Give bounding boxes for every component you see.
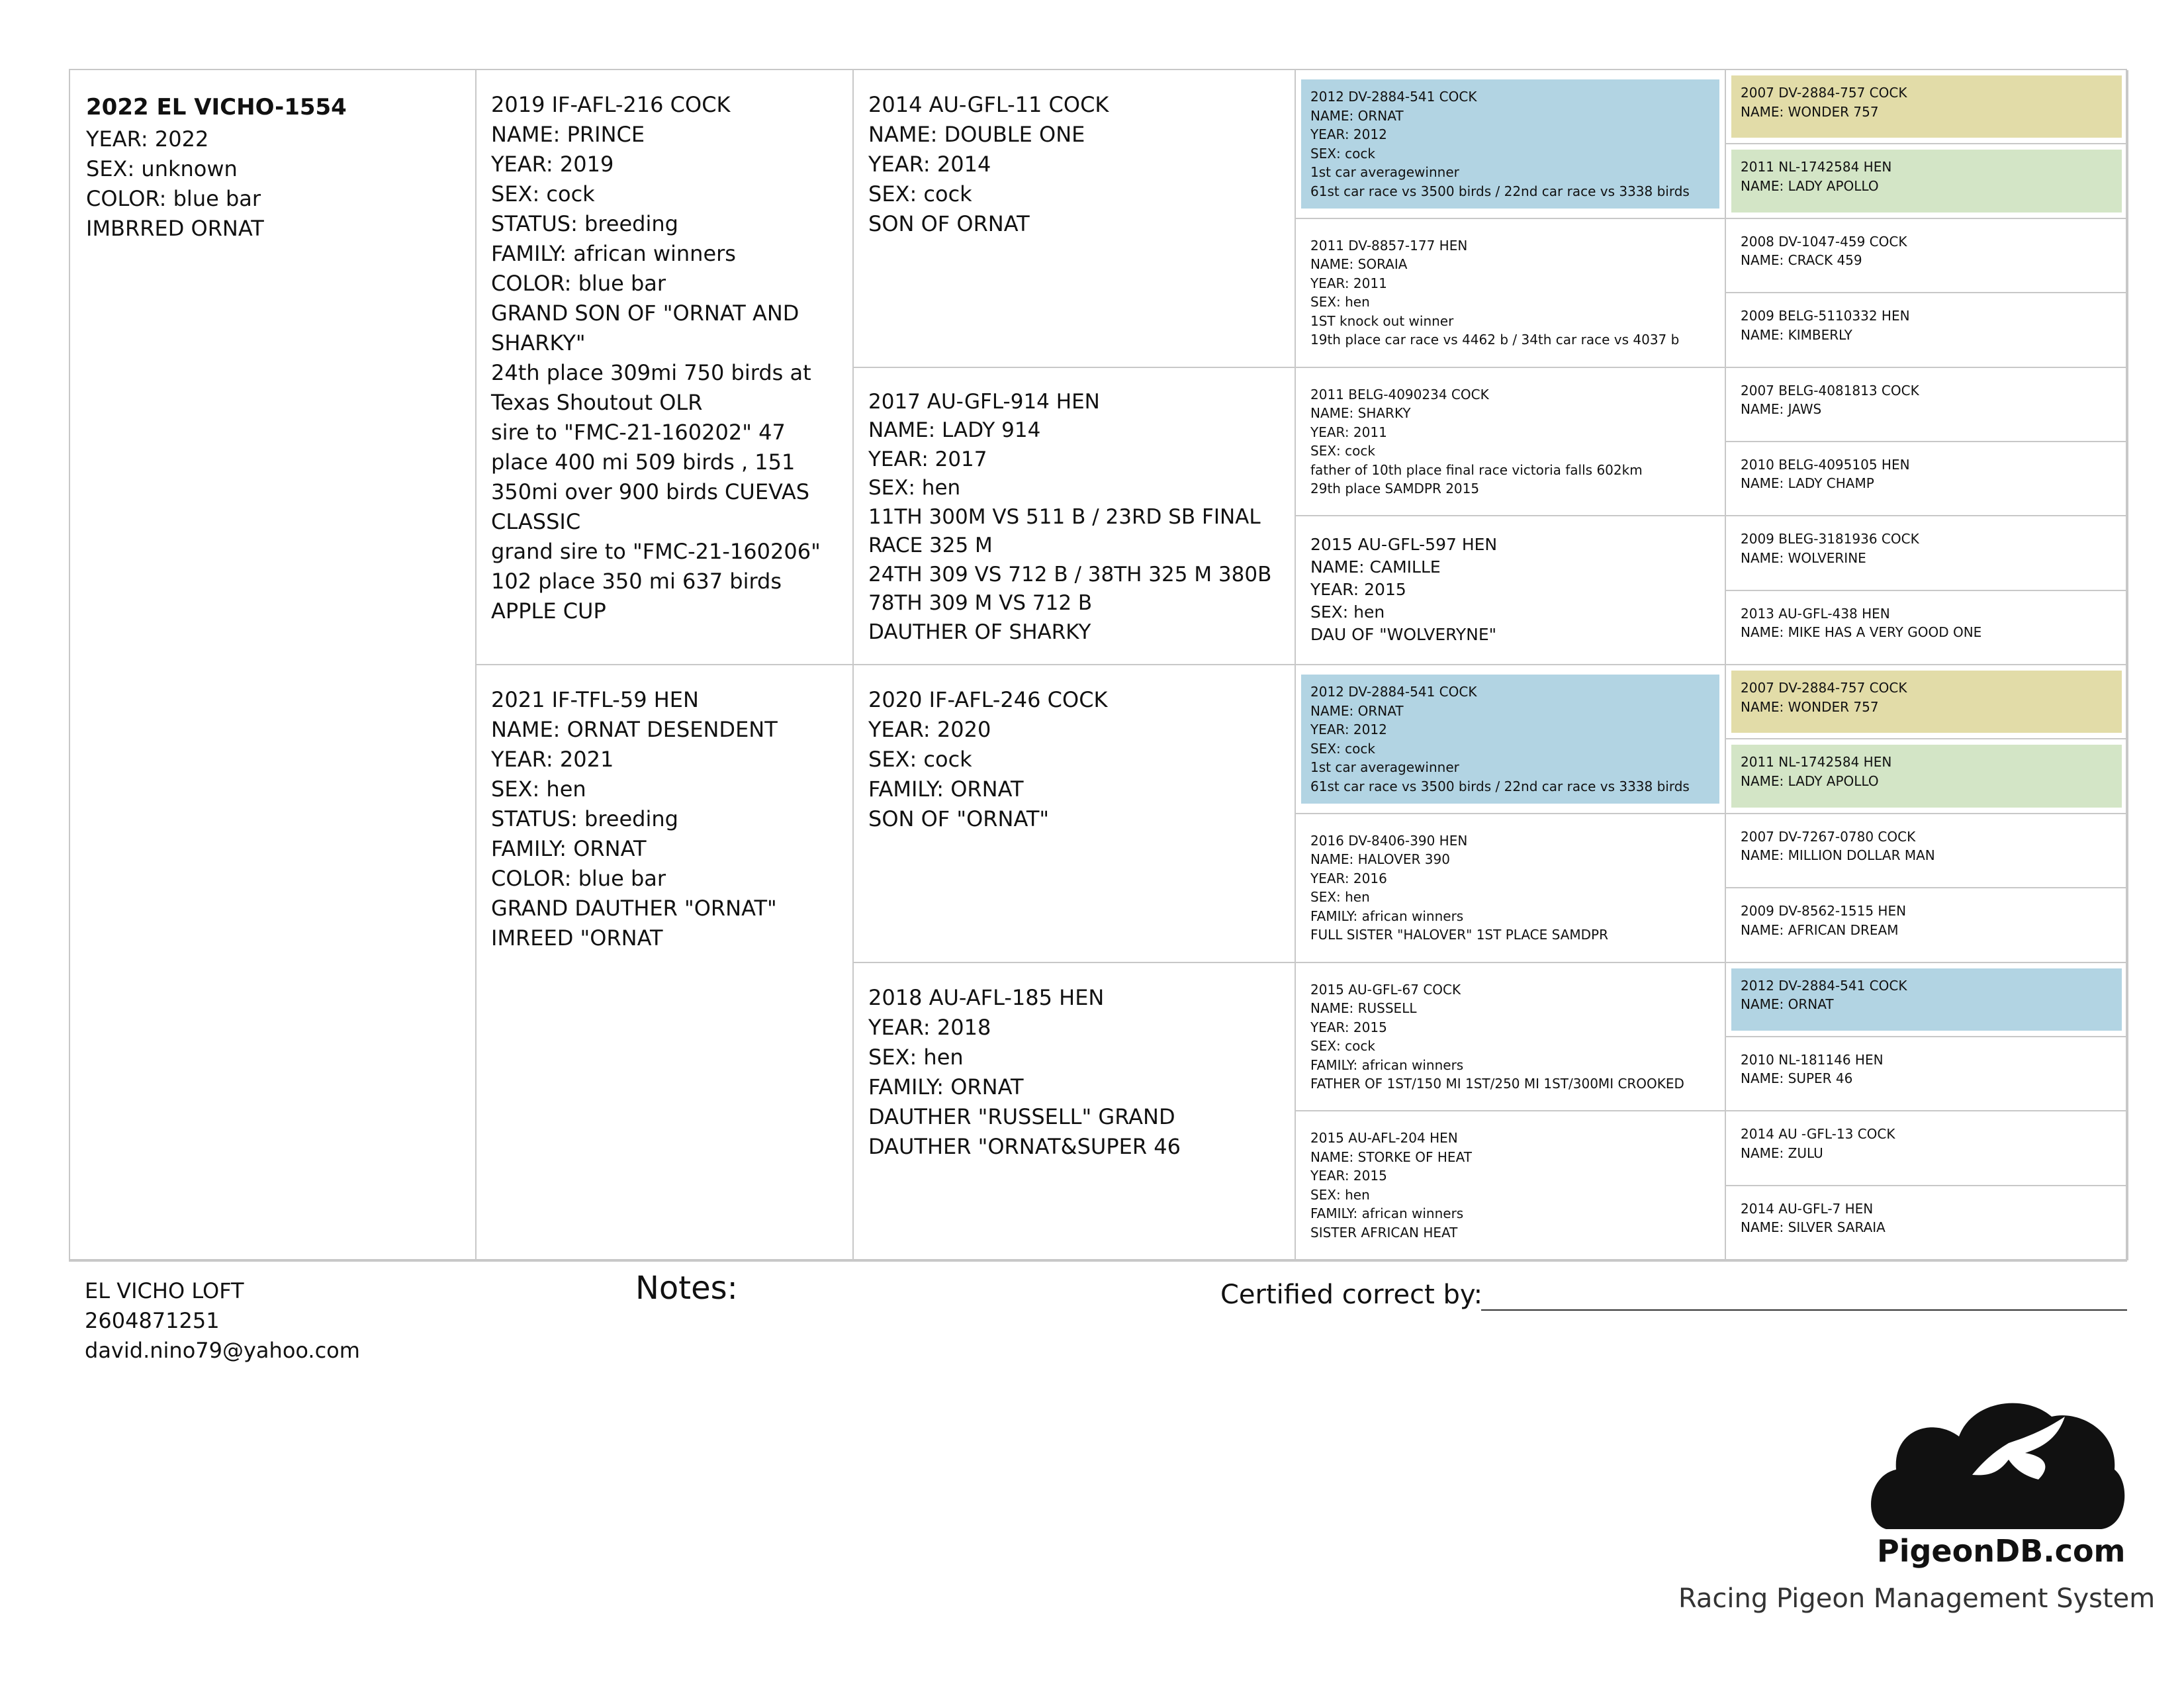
gen4-line: FAMILY: african winners: [1310, 908, 1464, 924]
gen3-line: FAMILY: ORNAT: [868, 1074, 1024, 1100]
sire-line: NAME: PRINCE: [491, 122, 645, 147]
gen3-line: 2018 AU-AFL-185 HEN: [868, 984, 1105, 1010]
gen3-line: 2014 AU-GFL-11 COCK: [868, 92, 1109, 117]
subject-line: SEX: unknown: [86, 156, 238, 181]
sire-line: 24th place 309mi 750 birds at Texas Shoutout OLR: [491, 360, 818, 415]
gen5-line: 2009 BLEG-3181936 COCK: [1741, 531, 1919, 547]
gen4-line: 1st car averagewinner: [1310, 759, 1459, 775]
gen4-line: NAME: RUSSELL: [1310, 1000, 1417, 1016]
gen5-box: [1731, 745, 2122, 807]
gen3-cell: [854, 368, 1296, 666]
gen4-line: NAME: STORKE OF HEAT: [1310, 1149, 1472, 1165]
gen4-box: [1301, 228, 1719, 357]
gen5-cell: [1726, 1037, 2128, 1111]
gen4-line: 2012 DV-2884-541 COCK: [1310, 684, 1477, 700]
gen5-line: NAME: KIMBERLY: [1741, 326, 1852, 343]
gen4-line: 1ST knock out winner: [1310, 312, 1454, 329]
gen5-line: NAME: ORNAT: [1741, 996, 1834, 1012]
gen4-line: YEAR: 2016: [1310, 870, 1387, 886]
sire-line: STATUS: breeding: [491, 211, 678, 236]
gen5-cell: [1726, 516, 2128, 590]
loft-email: david.nino79@yahoo.com: [85, 1338, 360, 1363]
gen3-cell: [854, 70, 1296, 368]
gen4-line: DAU OF "WOLVERYNE": [1310, 625, 1497, 645]
gen3-cell: [854, 665, 1296, 963]
gen4-cell: [1296, 368, 1726, 517]
gen5-line: 2007 DV-7267-0780 COCK: [1741, 828, 1916, 845]
gen4-cell: [1296, 665, 1726, 814]
gen3-line: NAME: LADY 914: [868, 418, 1041, 442]
dam-line: SEX: hen: [491, 776, 586, 802]
gen4-line: YEAR: 2015: [1310, 1168, 1387, 1184]
dam-line: NAME: ORNAT DESENDENT: [491, 717, 778, 742]
pedigree-grid: [69, 69, 2127, 1262]
gen4-cell: [1296, 963, 1726, 1112]
gen4-box: [1301, 79, 1719, 209]
gen5-line: 2014 AU-GFL-7 HEN: [1741, 1200, 1874, 1217]
loft-name: EL VICHO LOFT: [85, 1278, 244, 1303]
gen4-line: FAMILY: african winners: [1310, 1205, 1464, 1222]
dam-cell: [477, 665, 854, 1260]
gen4-line: YEAR: 2011: [1310, 424, 1387, 440]
loft-phone: 2604871251: [85, 1308, 220, 1333]
gen5-line: 2007 DV-2884-757 COCK: [1741, 680, 1907, 696]
gen4-cell: [1296, 1111, 1726, 1260]
gen4-line: 2016 DV-8406-390 HEN: [1310, 832, 1468, 849]
gen5-box: [1731, 968, 2122, 1031]
gen3-line: YEAR: 2020: [868, 717, 991, 742]
gen4-line: SEX: hen: [1310, 889, 1370, 906]
gen5-cell: [1726, 70, 2128, 144]
gen3-line: SON OF ORNAT: [868, 211, 1030, 236]
gen4-box: [1301, 823, 1719, 953]
sire-line: GRAND SON OF "ORNAT AND SHARKY": [491, 301, 806, 355]
gen5-line: NAME: CRACK 459: [1741, 252, 1862, 269]
brand-tagline: Racing Pigeon Management System: [1678, 1583, 2156, 1614]
gen4-line: YEAR: 2015: [1310, 580, 1406, 600]
sire-line: sire to "FMC-21-160202" 47 place 400 mi 509 birds , 151 350mi over 900 birds CUEVAS CLASSIC: [491, 420, 817, 534]
sire-line: SEX: cock: [491, 181, 595, 207]
gen5-cell: [1726, 888, 2128, 962]
gen5-line: 2009 DV-8562-1515 HEN: [1741, 903, 1907, 919]
gen3-line: YEAR: 2017: [868, 447, 987, 471]
gen5-line: NAME: LADY APOLLO: [1741, 773, 1879, 789]
gen5-line: NAME: SUPER 46: [1741, 1070, 1853, 1087]
gen4-line: SEX: cock: [1310, 1038, 1375, 1054]
dam-line: GRAND DAUTHER "ORNAT": [491, 896, 777, 921]
gen5-line: 2011 NL-1742584 HEN: [1741, 159, 1892, 175]
gen4-line: SEX: cock: [1310, 443, 1375, 459]
gen4-line: YEAR: 2012: [1310, 126, 1387, 142]
gen4-line: NAME: ORNAT: [1310, 107, 1404, 124]
gen5-cell: [1726, 591, 2128, 665]
gen3-line: SON OF "ORNAT": [868, 806, 1050, 831]
gen5-box: [1731, 150, 2122, 212]
gen5-cell: [1726, 963, 2128, 1037]
sire-line: YEAR: 2019: [491, 152, 614, 177]
gen4-box: [1301, 377, 1719, 506]
gen5-box: [1731, 596, 2122, 659]
gen3-line: SEX: cock: [868, 747, 972, 772]
gen4-line: 2011 BELG-4090234 COCK: [1310, 386, 1489, 402]
gen3-line: 78TH 309 M VS 712 B: [868, 591, 1093, 615]
gen5-line: 2013 AU-GFL-438 HEN: [1741, 605, 1890, 622]
gen4-line: 2015 AU-AFL-204 HEN: [1310, 1130, 1458, 1147]
gen5-line: NAME: LADY CHAMP: [1741, 475, 1874, 492]
loft-contact: [85, 1276, 360, 1366]
gen5-line: 2008 DV-1047-459 COCK: [1741, 233, 1907, 250]
gen4-line: SEX: hen: [1310, 294, 1370, 310]
gen5-cell: [1726, 739, 2128, 814]
gen4-cell: [1296, 516, 1726, 665]
gen3-line: YEAR: 2014: [868, 152, 991, 177]
dam-line: YEAR: 2021: [491, 747, 614, 772]
gen5-line: 2010 NL-181146 HEN: [1741, 1051, 1884, 1068]
gen3-line: 24TH 309 VS 712 B / 38TH 325 M 380B: [868, 562, 1272, 586]
sire-line: grand sire to "FMC-21-160206" 102 place 350 mi 637 birds APPLE CUP: [491, 539, 827, 624]
subject-title: 2022 EL VICHO-1554: [86, 94, 347, 120]
pigeondb-logo-icon: [1866, 1390, 2131, 1539]
gen5-line: NAME: WONDER 757: [1741, 698, 1879, 715]
gen4-cell: [1296, 814, 1726, 963]
gen4-line: 2015 AU-GFL-597 HEN: [1310, 535, 1498, 555]
gen3-line: 2020 IF-AFL-246 COCK: [868, 687, 1108, 712]
gen4-box: [1301, 526, 1719, 655]
gen4-line: 2012 DV-2884-541 COCK: [1310, 89, 1477, 105]
gen5-cell: [1726, 814, 2128, 888]
gen3-line: YEAR: 2018: [868, 1014, 991, 1040]
gen5-line: 2012 DV-2884-541 COCK: [1741, 977, 1907, 994]
gen5-cell: [1726, 442, 2128, 516]
gen5-line: NAME: ZULU: [1741, 1145, 1823, 1161]
gen3-line: SEX: hen: [868, 1044, 964, 1070]
gen5-line: NAME: WOLVERINE: [1741, 549, 1866, 566]
gen5-line: 2007 BELG-4081813 COCK: [1741, 382, 1919, 399]
gen4-line: NAME: CAMILLE: [1310, 557, 1441, 577]
gen3-line: NAME: DOUBLE ONE: [868, 122, 1085, 147]
gen5-box: [1731, 299, 2122, 361]
gen5-cell: [1726, 665, 2128, 739]
gen5-cell: [1726, 293, 2128, 367]
dam-line: STATUS: breeding: [491, 806, 678, 831]
gen5-line: NAME: JAWS: [1741, 401, 1822, 417]
dam-line: IMREED "ORNAT: [491, 925, 663, 951]
sire-line: 2019 IF-AFL-216 COCK: [491, 92, 731, 117]
gen4-line: 61st car race vs 3500 birds / 22nd car race vs 3338 birds: [1310, 183, 1690, 199]
gen5-line: 2014 AU -GFL-13 COCK: [1741, 1126, 1895, 1143]
notes-label: Notes:: [635, 1270, 738, 1307]
sire-line: COLOR: blue bar: [491, 271, 666, 296]
dam-line: 2021 IF-TFL-59 HEN: [491, 687, 699, 712]
gen5-line: 2010 BELG-4095105 HEN: [1741, 456, 1910, 473]
sire-line: FAMILY: african winners: [491, 241, 736, 266]
gen5-line: NAME: WONDER 757: [1741, 103, 1879, 120]
signature-line: [1481, 1309, 2127, 1311]
gen5-line: 2011 NL-1742584 HEN: [1741, 754, 1892, 771]
gen5-cell: [1726, 219, 2128, 293]
gen5-box: [1731, 1192, 2122, 1254]
subject-bird: [70, 70, 477, 1260]
certified-label: Certified correct by:: [1220, 1280, 1483, 1310]
gen4-box: [1301, 675, 1719, 804]
gen4-line: FAMILY: african winners: [1310, 1056, 1464, 1073]
gen5-cell: [1726, 368, 2128, 442]
dam-line: FAMILY: ORNAT: [491, 836, 647, 861]
gen5-box: [1731, 1117, 2122, 1179]
gen3-cell: [854, 963, 1296, 1261]
gen4-line: SEX: cock: [1310, 740, 1375, 757]
gen4-line: 1st car averagewinner: [1310, 164, 1459, 180]
gen4-line: SEX: cock: [1310, 145, 1375, 162]
gen5-cell: [1726, 144, 2128, 218]
sire-cell: [477, 70, 854, 665]
dam-line: COLOR: blue bar: [491, 866, 666, 891]
gen4-line: SISTER AFRICAN HEAT: [1310, 1224, 1458, 1241]
gen4-line: 2011 DV-8857-177 HEN: [1310, 237, 1468, 254]
gen4-line: SEX: hen: [1310, 602, 1385, 622]
gen3-line: SEX: hen: [868, 476, 961, 500]
gen4-line: NAME: SORAIA: [1310, 256, 1408, 273]
subject-line: COLOR: blue bar: [86, 186, 261, 211]
gen5-box: [1731, 447, 2122, 510]
gen5-line: 2009 BELG-5110332 HEN: [1741, 308, 1910, 324]
gen5-line: NAME: SILVER SARAIA: [1741, 1219, 1886, 1236]
gen5-box: [1731, 894, 2122, 956]
gen3-line: SEX: cock: [868, 181, 972, 207]
gen3-line: 11TH 300M VS 511 B / 23RD SB FINAL RACE 325 M: [868, 504, 1267, 557]
gen4-box: [1301, 972, 1719, 1102]
gen5-cell: [1726, 1186, 2128, 1260]
gen5-line: NAME: MILLION DOLLAR MAN: [1741, 847, 1935, 864]
gen3-line: FAMILY: ORNAT: [868, 776, 1024, 802]
gen4-line: 2015 AU-GFL-67 COCK: [1310, 981, 1461, 998]
gen4-line: YEAR: 2015: [1310, 1019, 1387, 1035]
gen4-box: [1301, 1121, 1719, 1250]
gen5-box: [1731, 75, 2122, 138]
gen5-box: [1731, 820, 2122, 882]
gen5-line: NAME: AFRICAN DREAM: [1741, 921, 1899, 938]
gen4-line: YEAR: 2011: [1310, 275, 1387, 291]
gen4-cell: [1296, 70, 1726, 219]
brand-name: PigeonDB.com: [1877, 1533, 2126, 1569]
subject-line: IMBRRED ORNAT: [86, 216, 264, 241]
gen4-line: SEX: hen: [1310, 1186, 1370, 1203]
gen4-line: 61st car race vs 3500 birds / 22nd car race vs 3338 birds: [1310, 778, 1690, 794]
gen4-line: 29th place SAMDPR 2015: [1310, 481, 1480, 496]
gen4-line: FATHER OF 1ST/150 MI 1ST/250 MI 1ST/300MI CROOKED: [1310, 1076, 1684, 1092]
gen5-box: [1731, 522, 2122, 584]
gen4-line: YEAR: 2012: [1310, 722, 1387, 737]
gen3-line: 2017 AU-GFL-914 HEN: [868, 389, 1100, 414]
gen5-line: NAME: LADY APOLLO: [1741, 177, 1879, 194]
gen3-line: DAUTHER OF SHARKY: [868, 620, 1091, 644]
gen5-line: NAME: MIKE HAS A VERY GOOD ONE: [1741, 624, 1982, 641]
gen4-cell: [1296, 219, 1726, 368]
gen5-box: [1731, 373, 2122, 436]
gen4-line: NAME: ORNAT: [1310, 702, 1404, 719]
gen5-box: [1731, 671, 2122, 733]
gen4-line: 19th place car race vs 4462 b / 34th car race vs 4037 b: [1310, 332, 1680, 348]
gen4-line: FULL SISTER "HALOVER" 1ST PLACE SAMDPR: [1310, 927, 1608, 943]
gen5-line: 2007 DV-2884-757 COCK: [1741, 85, 1907, 101]
subject-line: YEAR: 2022: [86, 126, 209, 152]
gen5-box: [1731, 1043, 2122, 1105]
gen4-line: father of 10th place final race victoria falls 602km: [1310, 461, 1643, 478]
gen5-cell: [1726, 1111, 2128, 1186]
gen4-line: NAME: HALOVER 390: [1310, 851, 1450, 868]
gen4-line: NAME: SHARKY: [1310, 405, 1411, 421]
gen5-box: [1731, 224, 2122, 287]
gen3-line: DAUTHER "RUSSELL" GRAND DAUTHER "ORNAT&SUPER 46: [868, 1103, 1182, 1159]
